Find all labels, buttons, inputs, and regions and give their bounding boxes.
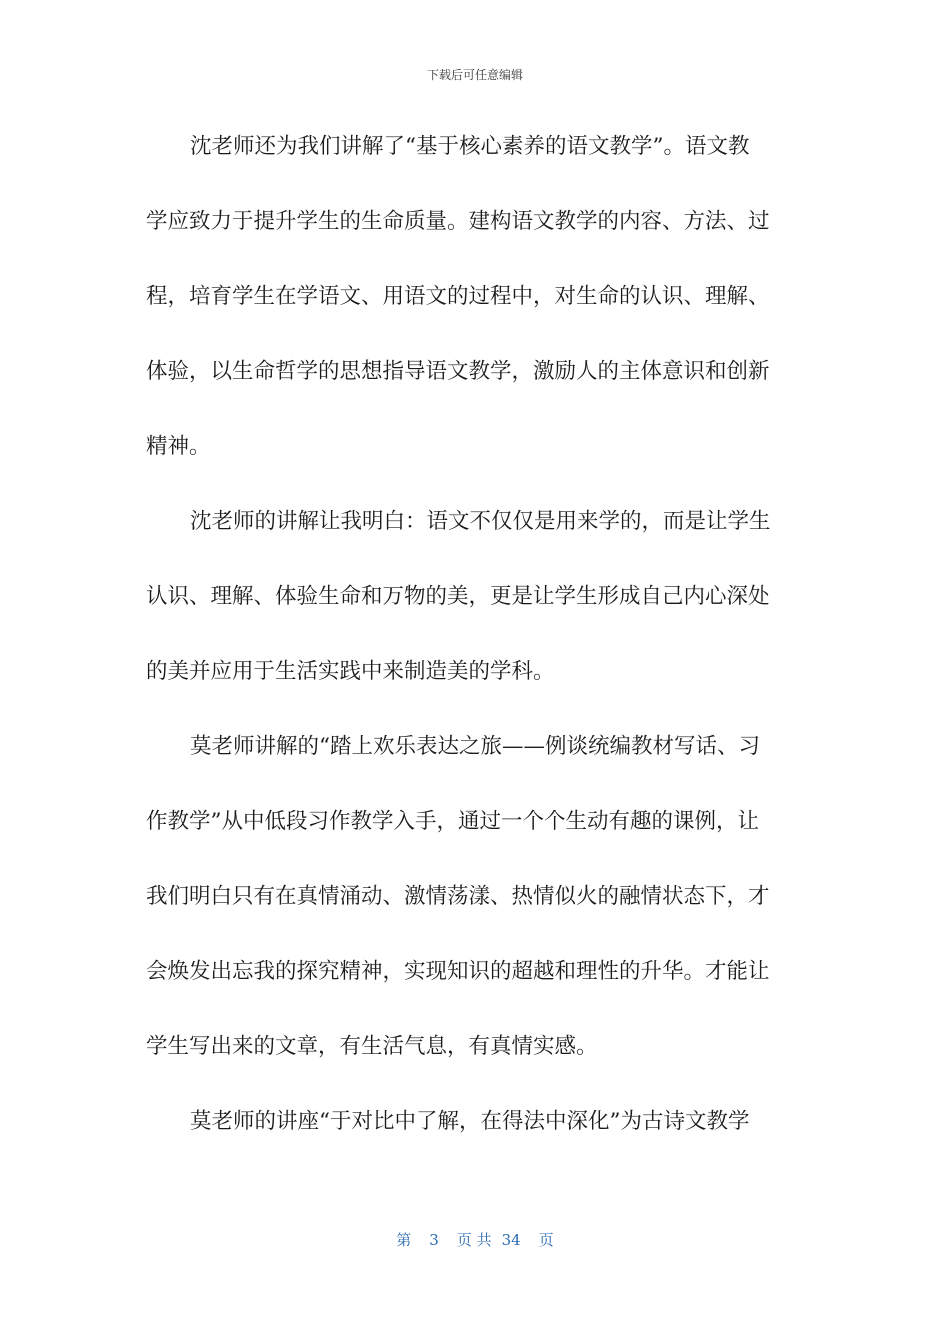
text-line: 会焕发出忘我的探究精神，实现知识的超越和理性的升华。才能让 [146,959,770,984]
text-line: 莫老师讲解的“踏上欢乐表达之旅——例谈统编教材写话、习 [190,734,760,759]
footer-suffix: 页 [538,1231,554,1249]
text-line: 精神。 [146,434,211,459]
current-page-number: 3 [429,1231,439,1249]
page-header: 下载后可任意编辑 [426,68,523,82]
text-line: 作教学”从中低段习作教学入手，通过一个个生动有趣的课例，让 [146,809,759,834]
text-line: 的美并应用于生活实践中来制造美的学科。 [146,659,555,684]
footer-mid: 页 共 [456,1231,492,1249]
text-line: 我们明白只有在真情涌动、激情荡漾、热情似火的融情状态下，才 [146,884,770,909]
text-line: 认识、理解、体验生命和万物的美，更是让学生形成自己内心深处 [146,584,770,609]
footer-prefix: 第 [396,1231,412,1249]
text-line: 莫老师的讲座“于对比中了解，在得法中深化”为古诗文教学 [190,1109,750,1134]
text-line: 沈老师的讲解让我明白：语文不仅仅是用来学的，而是让学生 [190,509,771,534]
document-body [146,124,794,1174]
total-pages: 34 [501,1231,521,1249]
text-line: 沈老师还为我们讲解了“基于核心素养的语文教学”。语文教 [190,134,750,159]
text-line: 学应致力于提升学生的生命质量。建构语文教学的内容、方法、过 [146,209,770,234]
text-line: 程，培育学生在学语文、用语文的过程中，对生命的认识、理解、 [146,284,770,309]
text-line: 学生写出来的文章，有生活气息，有真情实感。 [146,1034,598,1059]
text-line: 体验，以生命哲学的思想指导语文教学，激励人的主体意识和创新 [146,359,770,384]
page-footer [0,1229,950,1250]
